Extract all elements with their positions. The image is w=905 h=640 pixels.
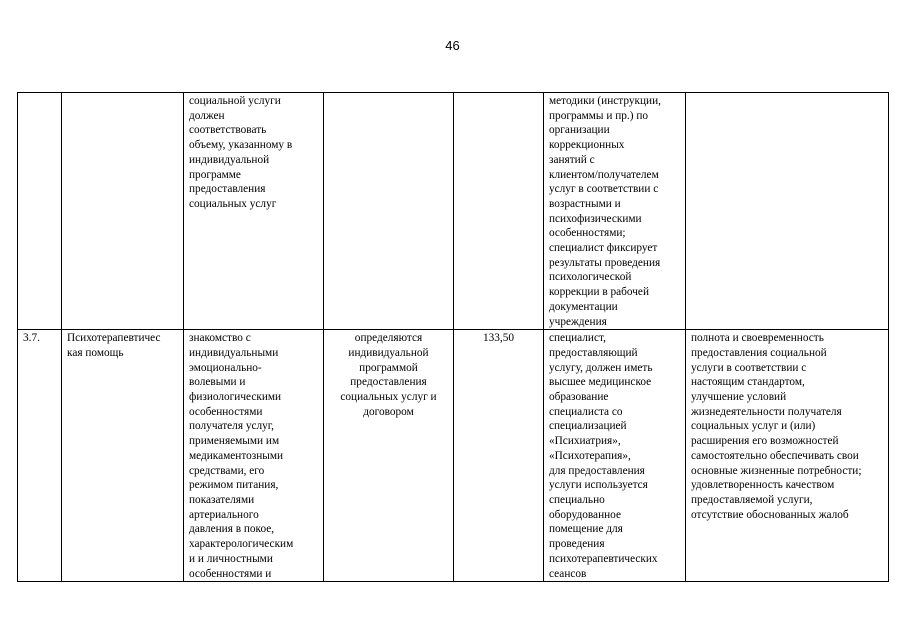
cell-service-content: знакомство с индивидуальными эмоционально- волевыми и физиологическими особенностями получателя услуг, применяемыми им медикаментозными средствами, его режимом питания, показателями артериального давления в покое, характерологическим и и личностными особенностями и (184, 330, 324, 582)
cell-volume (324, 93, 454, 330)
cell-service-name: Психотерапевтичес кая помощь (62, 330, 184, 582)
cell-number: 3.7. (18, 330, 62, 582)
cell-service-name (62, 93, 184, 330)
table-row (18, 330, 889, 582)
cell-evaluation (686, 93, 889, 330)
table-row (18, 93, 889, 330)
cell-evaluation: полнота и своевременность предоставления социальной услуги в соответствии с настоящим стандартом, улучшение условий жизнедеятельности получателя социальных услуг и (или) расширения его возможностей самостоятельно обеспечивать свои основные жизненные потребности; удовлетворенность качеством предоставляемой услуги, отсутствие обоснованных жалоб (686, 330, 889, 582)
cell-volume: определяются индивидуальной программой предоставления социальных услуг и договором (324, 330, 454, 582)
cell-number (18, 93, 62, 330)
cell-service-content: социальной услуги должен соответствовать объему, указанному в индивидуальной программе предоставления социальных услуг (184, 93, 324, 330)
cell-price (454, 93, 544, 330)
cell-price: 133,50 (454, 330, 544, 582)
cell-conditions: специалист, предоставляющий услугу, должен иметь высшее медицинское образование специалиста со специализацией «Психиатрия», «Психотерапия», для предоставления услуги используется специально оборудованное помещение для проведения психотерапевтических сеансов (544, 330, 686, 582)
services-table (17, 92, 889, 582)
cell-conditions: методики (инструкции, программы и пр.) по организации коррекционных занятий с клиентом/получателем услуг в соответствии с возрастными и психофизическими особенностями; специалист фиксирует результаты проведения психологической коррекции в рабочей документации учреждения (544, 93, 686, 330)
page-number: 46 (445, 38, 460, 53)
